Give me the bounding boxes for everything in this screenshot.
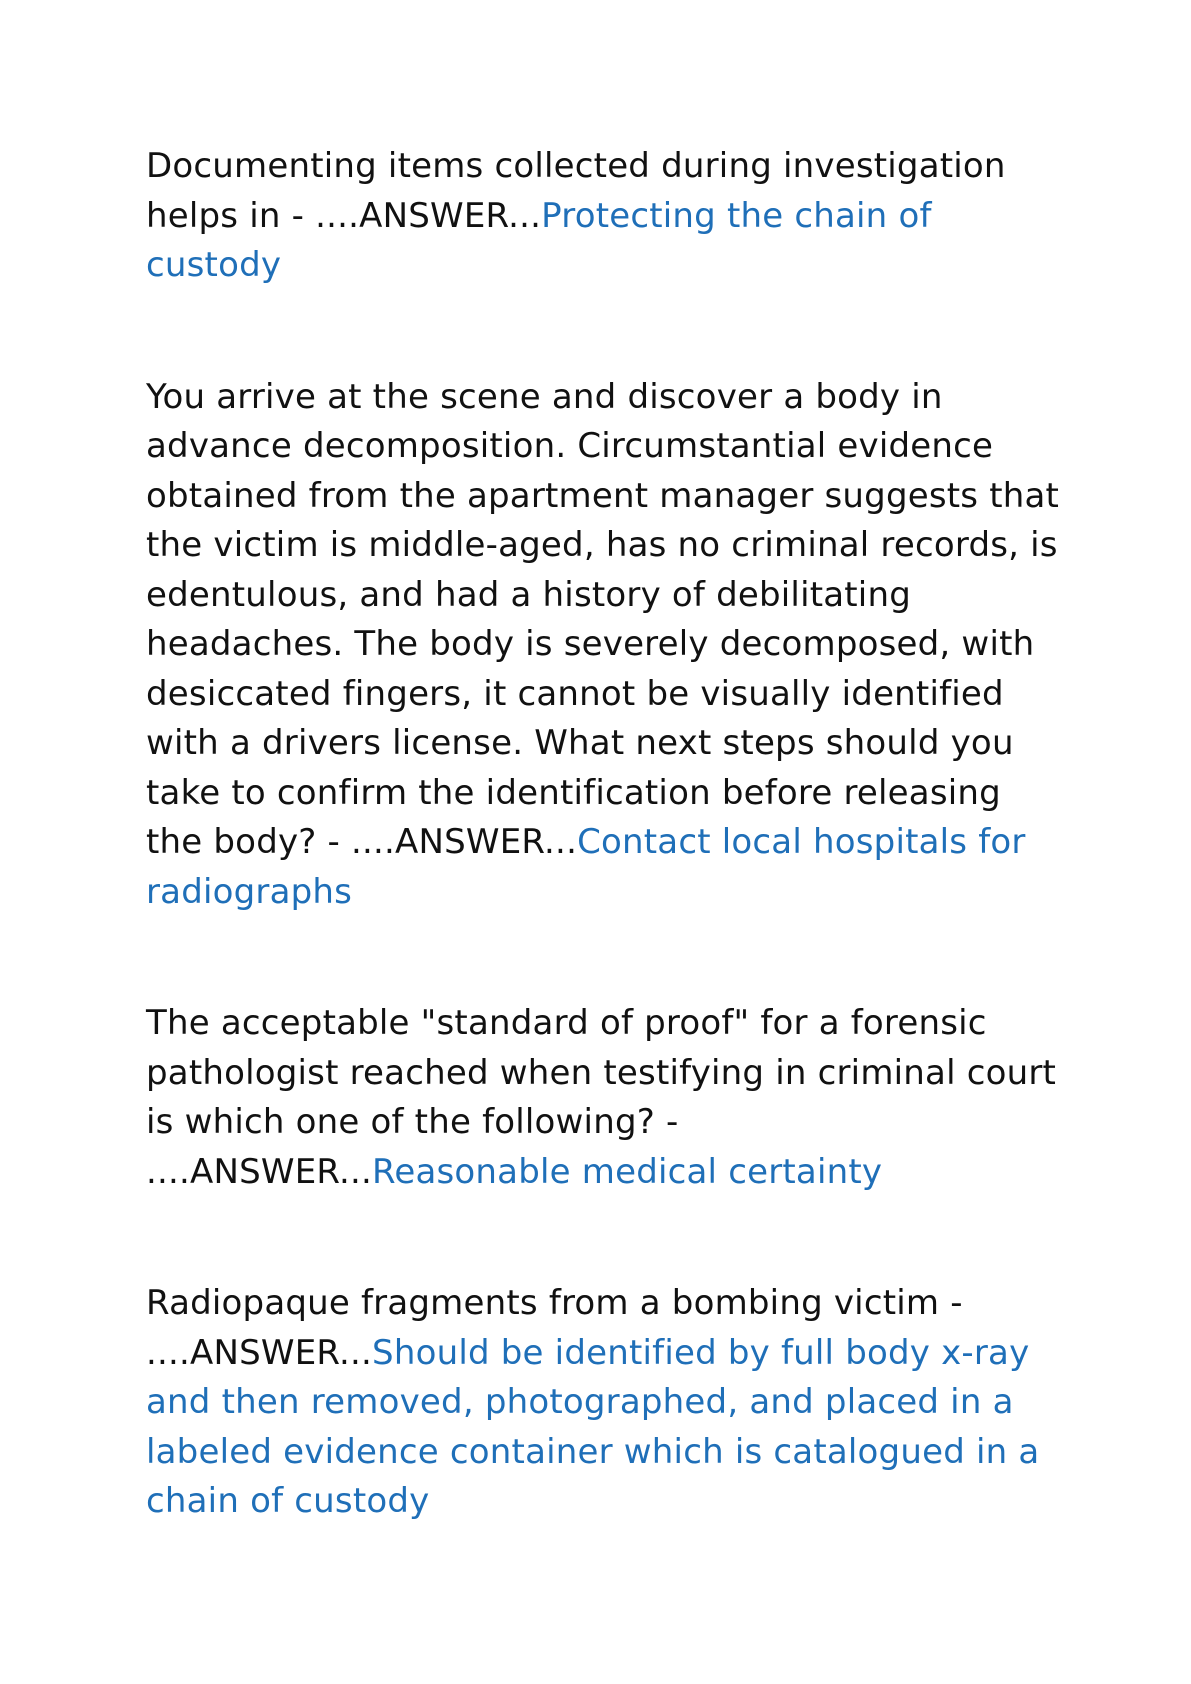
- answer-text: Contact local hospitals for radiographs: [146, 822, 1026, 912]
- qa-item-1: [146, 142, 1066, 291]
- answer-text: Reasonable medical certainty: [372, 1151, 883, 1192]
- question-text: You arrive at the scene and discover a body in advance decomposition. Circumstantial evidence obtained from the apartment manager suggests that the victim is middle-aged, has no criminal records, is edentulous, and had a history of debilitating headaches. The body is severely decomposed, with desiccated fingers, it cannot be visually identified with a drivers license. What next steps should you take to confirm the identification before releasing the body? -: [146, 376, 1060, 862]
- question-text: The acceptable "standard of proof" for a forensic pathologist reached when testifying in criminal court is which one of the following? -: [146, 1003, 1057, 1142]
- qa-item-2: [146, 373, 1066, 918]
- answer-text: Should be identified by full body x-ray and then removed, photographed, and placed in a labeled evidence container which is catalogued in a chain of custody: [146, 1332, 1040, 1521]
- qa-paragraph: [146, 373, 1066, 918]
- answer-marker: ....ANSWER...: [146, 1151, 373, 1192]
- question-text: Documenting items collected during investigation helps in -: [146, 146, 1006, 236]
- question-text: Radiopaque fragments from a bombing victim -: [146, 1283, 963, 1323]
- qa-paragraph: [146, 1279, 1066, 1527]
- qa-paragraph: [146, 999, 1066, 1197]
- document-page: [146, 142, 1066, 1609]
- qa-item-4: [146, 1279, 1066, 1527]
- qa-paragraph: [146, 142, 1066, 291]
- qa-item-3: [146, 999, 1066, 1197]
- answer-marker: ....ANSWER...: [315, 195, 542, 236]
- answer-text: Protecting the chain of custody: [146, 195, 932, 285]
- answer-marker: ....ANSWER...: [351, 822, 578, 862]
- answer-marker: ....ANSWER...: [146, 1332, 373, 1373]
